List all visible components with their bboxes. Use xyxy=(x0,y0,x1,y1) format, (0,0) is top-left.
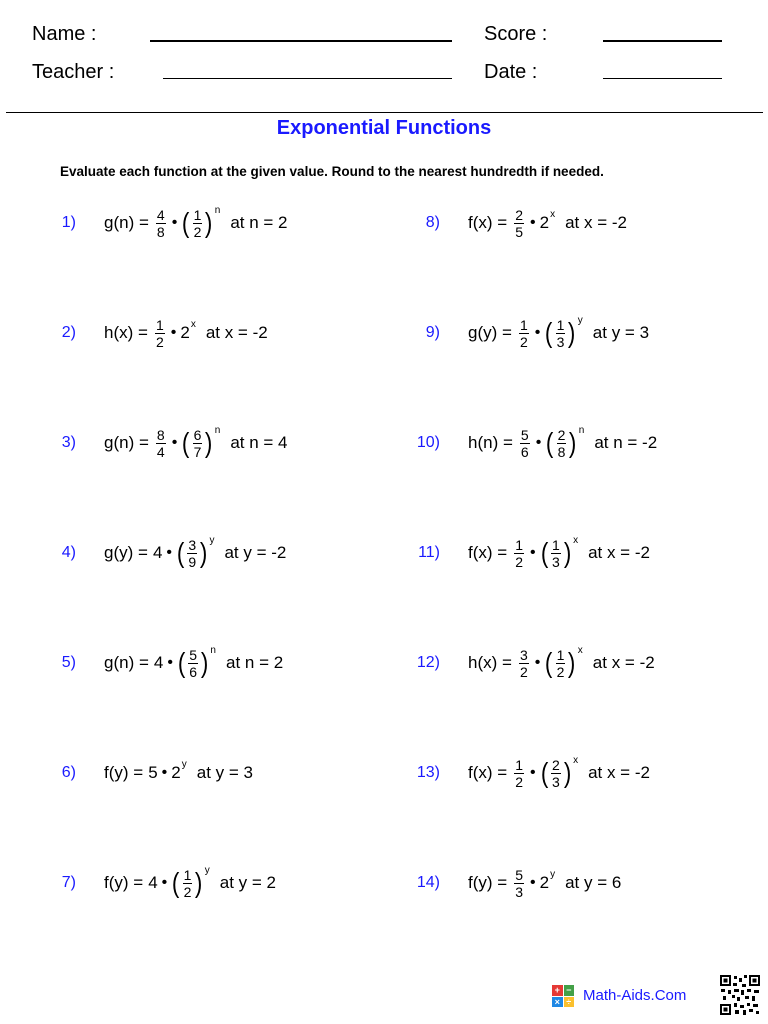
problem-number: 6) xyxy=(61,764,76,781)
denominator: 2 xyxy=(556,663,565,680)
function-expression xyxy=(468,534,650,570)
teacher-label: Teacher : xyxy=(32,61,115,83)
numerator: 2 xyxy=(551,756,560,773)
evaluation-point: at y = 3 xyxy=(592,323,650,342)
numerator: 2 xyxy=(557,426,566,443)
evaluation-point: at y = 6 xyxy=(565,873,622,892)
denominator: 3 xyxy=(551,773,560,790)
multiply-dot: • xyxy=(167,654,173,671)
denominator: 3 xyxy=(515,883,523,900)
base: 2 xyxy=(539,213,550,232)
exponent: n xyxy=(210,644,216,656)
coefficient-fraction xyxy=(156,208,166,239)
base-fraction xyxy=(556,318,566,349)
base-fraction xyxy=(557,428,567,459)
denominator: 7 xyxy=(193,443,202,460)
exponent: y xyxy=(181,758,187,770)
evaluation-point: at n = -2 xyxy=(594,433,658,452)
denominator: 2 xyxy=(155,333,164,350)
problem-number: 2) xyxy=(61,324,76,341)
problem-item xyxy=(404,535,650,571)
multiply-dot: • xyxy=(171,214,178,231)
numerator: 5 xyxy=(515,866,523,883)
coefficient: 4 xyxy=(152,543,163,562)
problem-item xyxy=(40,645,283,681)
exponent: x xyxy=(573,534,579,546)
function-name: f(y) = xyxy=(104,763,144,782)
denominator: 5 xyxy=(515,223,523,240)
logo-cell: − xyxy=(564,985,575,996)
function-name: f(y) = xyxy=(104,873,144,892)
coefficient-fraction xyxy=(519,318,529,349)
denominator: 2 xyxy=(519,333,528,350)
denominator: 8 xyxy=(557,443,566,460)
exponent: n xyxy=(578,424,585,436)
score-field[interactable] xyxy=(603,40,722,42)
close-paren: ) xyxy=(563,757,572,788)
evaluation-point: at n = 4 xyxy=(230,433,288,452)
problem-number: 11) xyxy=(418,544,440,561)
date-field[interactable] xyxy=(603,78,722,79)
open-paren: ( xyxy=(182,427,190,458)
numerator: 3 xyxy=(188,536,197,553)
open-paren: ( xyxy=(545,647,553,678)
base-fraction xyxy=(551,758,561,789)
denominator: 8 xyxy=(156,223,165,240)
function-expression xyxy=(104,318,268,349)
open-paren: ( xyxy=(540,537,549,568)
open-paren: ( xyxy=(172,867,180,898)
denominator: 2 xyxy=(519,663,528,680)
logo-cell: + xyxy=(552,985,563,996)
problem-number: 9) xyxy=(425,324,440,341)
function-expression xyxy=(468,868,621,899)
denominator: 6 xyxy=(189,663,198,680)
denominator: 6 xyxy=(520,443,529,460)
denominator: 2 xyxy=(515,773,523,790)
close-paren: ) xyxy=(205,427,213,458)
open-paren: ( xyxy=(176,537,185,568)
multiply-dot: • xyxy=(166,544,173,561)
problem-item xyxy=(40,535,286,571)
numerator: 8 xyxy=(156,426,165,443)
multiply-dot: • xyxy=(161,874,168,891)
function-name: g(n) = xyxy=(104,433,149,452)
denominator: 2 xyxy=(515,553,523,570)
base-fraction xyxy=(193,208,203,239)
multiply-dot: • xyxy=(530,214,536,231)
function-name: g(y) = xyxy=(468,323,512,342)
name-label: Name : xyxy=(32,23,97,45)
close-paren: ) xyxy=(205,207,213,238)
problem-number: 10) xyxy=(416,434,440,451)
logo-cell: × xyxy=(552,997,563,1008)
coefficient-fraction xyxy=(514,538,524,569)
multiply-dot: • xyxy=(534,324,541,341)
header-divider xyxy=(6,112,763,113)
base: 2 xyxy=(171,763,181,782)
evaluation-point: at n = 2 xyxy=(230,213,288,232)
open-paren: ( xyxy=(182,207,190,238)
problem-number: 3) xyxy=(61,434,76,451)
date-label: Date : xyxy=(484,61,538,83)
denominator: 3 xyxy=(556,333,565,350)
problem-item xyxy=(40,205,288,241)
brand-name: Math-Aids.Com xyxy=(583,987,687,1004)
problem-item xyxy=(404,205,627,241)
problem-item xyxy=(404,755,650,791)
function-name: f(y) = xyxy=(468,873,508,892)
function-expression xyxy=(468,424,658,460)
exponent: y xyxy=(204,864,210,876)
base-fraction xyxy=(183,868,193,899)
open-paren: ( xyxy=(177,647,186,678)
coefficient: 4 xyxy=(153,653,164,672)
function-name: f(x) = xyxy=(468,213,508,232)
logo-cell: ÷ xyxy=(564,997,575,1008)
coefficient-fraction xyxy=(519,648,529,679)
coefficient-fraction xyxy=(155,318,165,349)
multiply-dot: • xyxy=(530,874,536,891)
multiply-dot: • xyxy=(535,434,542,451)
exponent: n xyxy=(214,204,221,216)
close-paren: ) xyxy=(569,427,577,458)
function-expression xyxy=(104,864,276,900)
close-paren: ) xyxy=(201,647,209,678)
numerator: 1 xyxy=(519,316,528,333)
exponent: y xyxy=(577,314,583,326)
numerator: 1 xyxy=(193,206,202,223)
coefficient: 5 xyxy=(148,763,158,782)
exponent: x xyxy=(573,754,579,766)
exponent: y xyxy=(550,868,556,880)
numerator: 3 xyxy=(519,646,528,663)
function-name: f(x) = xyxy=(468,763,508,782)
denominator: 4 xyxy=(156,443,165,460)
close-paren: ) xyxy=(563,537,572,568)
multiply-dot: • xyxy=(530,764,536,781)
function-name: h(x) = xyxy=(468,653,512,672)
numerator: 1 xyxy=(183,866,192,883)
denominator: 3 xyxy=(551,553,560,570)
function-name: h(x) = xyxy=(104,323,148,342)
problem-number: 14) xyxy=(416,874,440,891)
exponent: y xyxy=(209,534,215,546)
problem-number: 7) xyxy=(61,874,76,891)
open-paren: ( xyxy=(546,427,554,458)
close-paren: ) xyxy=(568,647,576,678)
function-expression xyxy=(104,424,288,460)
base-fraction xyxy=(187,538,197,569)
base: 2 xyxy=(180,323,190,342)
evaluation-point: at y = 3 xyxy=(196,763,253,782)
base-fraction xyxy=(188,648,198,679)
function-expression xyxy=(104,534,287,570)
exponent: x xyxy=(550,208,556,220)
coefficient-fraction xyxy=(514,868,524,899)
problem-item xyxy=(40,315,268,351)
function-expression xyxy=(104,644,284,680)
score-label: Score : xyxy=(484,23,548,45)
numerator: 1 xyxy=(155,316,164,333)
numerator: 5 xyxy=(189,646,198,663)
problem-number: 13) xyxy=(416,764,440,781)
worksheet-title: Exponential Functions xyxy=(276,117,492,139)
problem-item xyxy=(404,425,657,461)
function-expression xyxy=(468,208,627,239)
function-expression xyxy=(104,204,288,240)
problem-number: 4) xyxy=(61,544,76,561)
evaluation-point: at x = -2 xyxy=(588,543,650,562)
close-paren: ) xyxy=(195,867,203,898)
open-paren: ( xyxy=(545,317,553,348)
function-expression xyxy=(468,644,655,680)
evaluation-point: at x = -2 xyxy=(588,763,650,782)
numerator: 1 xyxy=(556,646,565,663)
problem-number: 8) xyxy=(425,214,440,231)
math-aids-logo-icon xyxy=(552,985,574,1007)
multiply-dot: • xyxy=(534,654,541,671)
evaluation-point: at x = -2 xyxy=(205,323,268,342)
problem-item xyxy=(404,865,621,901)
denominator: 2 xyxy=(193,223,202,240)
function-expression xyxy=(468,314,650,350)
multiply-dot: • xyxy=(171,434,178,451)
problem-item xyxy=(404,645,655,681)
multiply-dot: • xyxy=(530,544,536,561)
function-name: f(x) = xyxy=(468,543,508,562)
function-name: g(n) = xyxy=(104,653,149,672)
numerator: 1 xyxy=(551,536,560,553)
problem-number: 5) xyxy=(61,654,76,671)
close-paren: ) xyxy=(200,537,208,568)
exponent: n xyxy=(214,424,221,436)
coefficient-fraction xyxy=(156,428,166,459)
evaluation-point: at x = -2 xyxy=(592,653,655,672)
function-expression xyxy=(468,754,650,790)
base-fraction xyxy=(551,538,561,569)
base-fraction xyxy=(193,428,203,459)
numerator: 1 xyxy=(556,316,565,333)
numerator: 1 xyxy=(515,756,523,773)
teacher-field[interactable] xyxy=(163,78,452,79)
denominator: 9 xyxy=(188,553,197,570)
problem-number: 1) xyxy=(61,214,76,231)
numerator: 4 xyxy=(156,206,165,223)
base-fraction xyxy=(556,648,566,679)
function-name: h(n) = xyxy=(468,433,513,452)
name-field[interactable] xyxy=(150,40,452,42)
close-paren: ) xyxy=(568,317,576,348)
exponent: x xyxy=(190,318,196,330)
multiply-dot: • xyxy=(161,764,168,781)
coefficient-fraction xyxy=(514,208,524,239)
open-paren: ( xyxy=(540,757,549,788)
coefficient-fraction xyxy=(520,428,530,459)
base: 2 xyxy=(539,873,550,892)
problem-item xyxy=(40,865,276,901)
problem-number: 12) xyxy=(416,654,440,671)
numerator: 5 xyxy=(520,426,529,443)
multiply-dot: • xyxy=(170,324,177,341)
instructions: Evaluate each function at the given value. Round to the nearest hundredth if needed. xyxy=(60,164,604,179)
qr-code-icon xyxy=(720,975,760,1015)
numerator: 1 xyxy=(515,536,523,553)
numerator: 6 xyxy=(193,426,202,443)
evaluation-point: at y = -2 xyxy=(224,543,287,562)
problem-item xyxy=(40,755,253,791)
coefficient-fraction xyxy=(514,758,524,789)
numerator: 2 xyxy=(515,206,523,223)
coefficient: 4 xyxy=(148,873,158,892)
exponent: x xyxy=(577,644,583,656)
problem-item xyxy=(404,315,649,351)
denominator: 2 xyxy=(183,883,192,900)
function-name: g(n) = xyxy=(104,213,149,232)
function-expression xyxy=(104,758,253,783)
evaluation-point: at y = 2 xyxy=(219,873,276,892)
problem-item xyxy=(40,425,288,461)
function-name: g(y) = xyxy=(104,543,148,562)
evaluation-point: at n = 2 xyxy=(225,653,284,672)
evaluation-point: at x = -2 xyxy=(565,213,627,232)
